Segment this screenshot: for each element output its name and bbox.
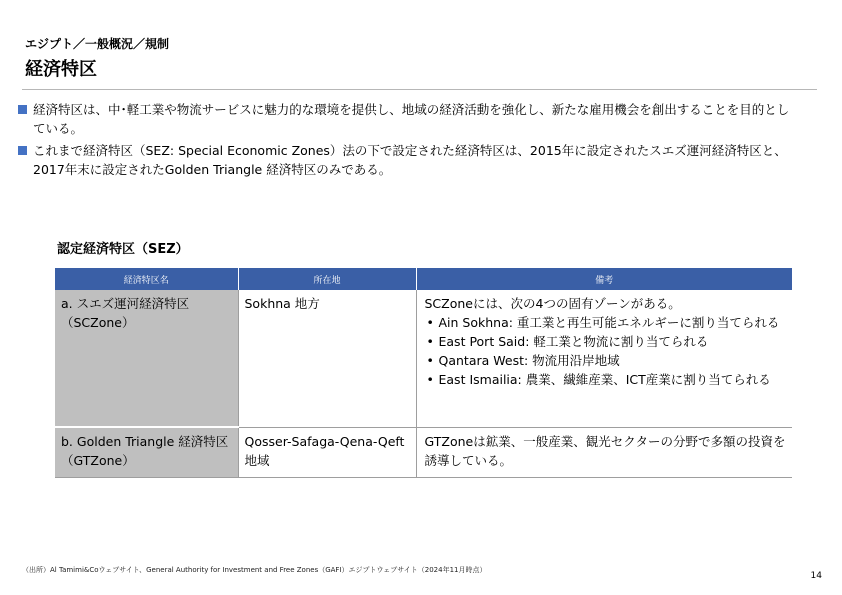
table-row [55,427,792,477]
list-item [425,332,787,351]
dot-bullet-icon: • [426,334,434,349]
remarks-intro: SCZoneには、次の4つの固有ゾーンがある。 [424,296,681,311]
list-item [425,370,787,389]
zone-name-cell: b. Golden Triangle 経済特区（GTZone） [55,427,238,477]
zone-remarks-cell [416,290,792,427]
bullet-text: これまで経済特区（SEZ: Special Economic Zones）法の下で設定された経済特区は、2015年に設定されたスエズ運河経済特区と、2017年末に設定されたGolden Triangle 経済特区のみである。 [33,143,787,177]
bullet-item [18,141,796,179]
source-footnote: （出所）Al Tamimi&Coウェブサイト、General Authority for Investment and Free Zones（GAFI）エジプトウェブサイト（2024年11月時点） [22,566,487,574]
list-item-text: Qantara West: 物流用沿岸地域 [438,353,620,368]
list-item-text: Ain Sokhna: 重工業と再生可能エネルギーに割り当てられる [438,315,780,330]
bullet-item [18,100,796,138]
remarks-intro: GTZoneは鉱業、一般産業、観光セクターの分野で多額の投資を誘導している。 [424,433,786,468]
zone-location-cell: Sokhna 地方 [238,290,416,427]
page-title: 経済特区 [25,59,97,80]
sez-table [55,268,792,478]
sub-zone-list [425,313,787,389]
breadcrumb: エジプト／一般概況／規制 [25,37,170,51]
title-divider [22,89,817,90]
dot-bullet-icon: • [426,372,434,387]
square-bullet-icon [18,105,27,114]
square-bullet-icon [18,146,27,155]
table-row [55,290,792,427]
list-item-text: East Port Said: 軽工業と物流に割り当てられる [438,334,709,349]
list-item [425,313,787,332]
page-number: 14 [810,571,822,581]
list-item-text: East Ismailia: 農業、繊維産業、ICT産業に割り当てられる [438,372,771,387]
column-header-location: 所在地 [238,268,416,290]
bullet-text: 経済特区は、中･軽工業や物流サービスに魅力的な環境を提供し、地域の経済活動を強化し、新たな雇用機会を創出することを目的としている。 [33,102,790,136]
zone-remarks-cell [416,427,792,477]
zone-name-cell: a. スエズ運河経済特区（SCZone） [55,290,238,427]
dot-bullet-icon: • [426,353,434,368]
table-caption: 認定経済特区（SEZ） [57,242,189,257]
list-item [425,351,787,370]
table-header-row [55,268,792,290]
intro-bullets [18,100,796,179]
zone-location-cell: Qosser-Safaga-Qena-Qeft 地域 [238,427,416,477]
column-header-remarks: 備考 [416,268,792,290]
dot-bullet-icon: • [426,315,434,330]
column-header-name: 経済特区名 [55,268,238,290]
